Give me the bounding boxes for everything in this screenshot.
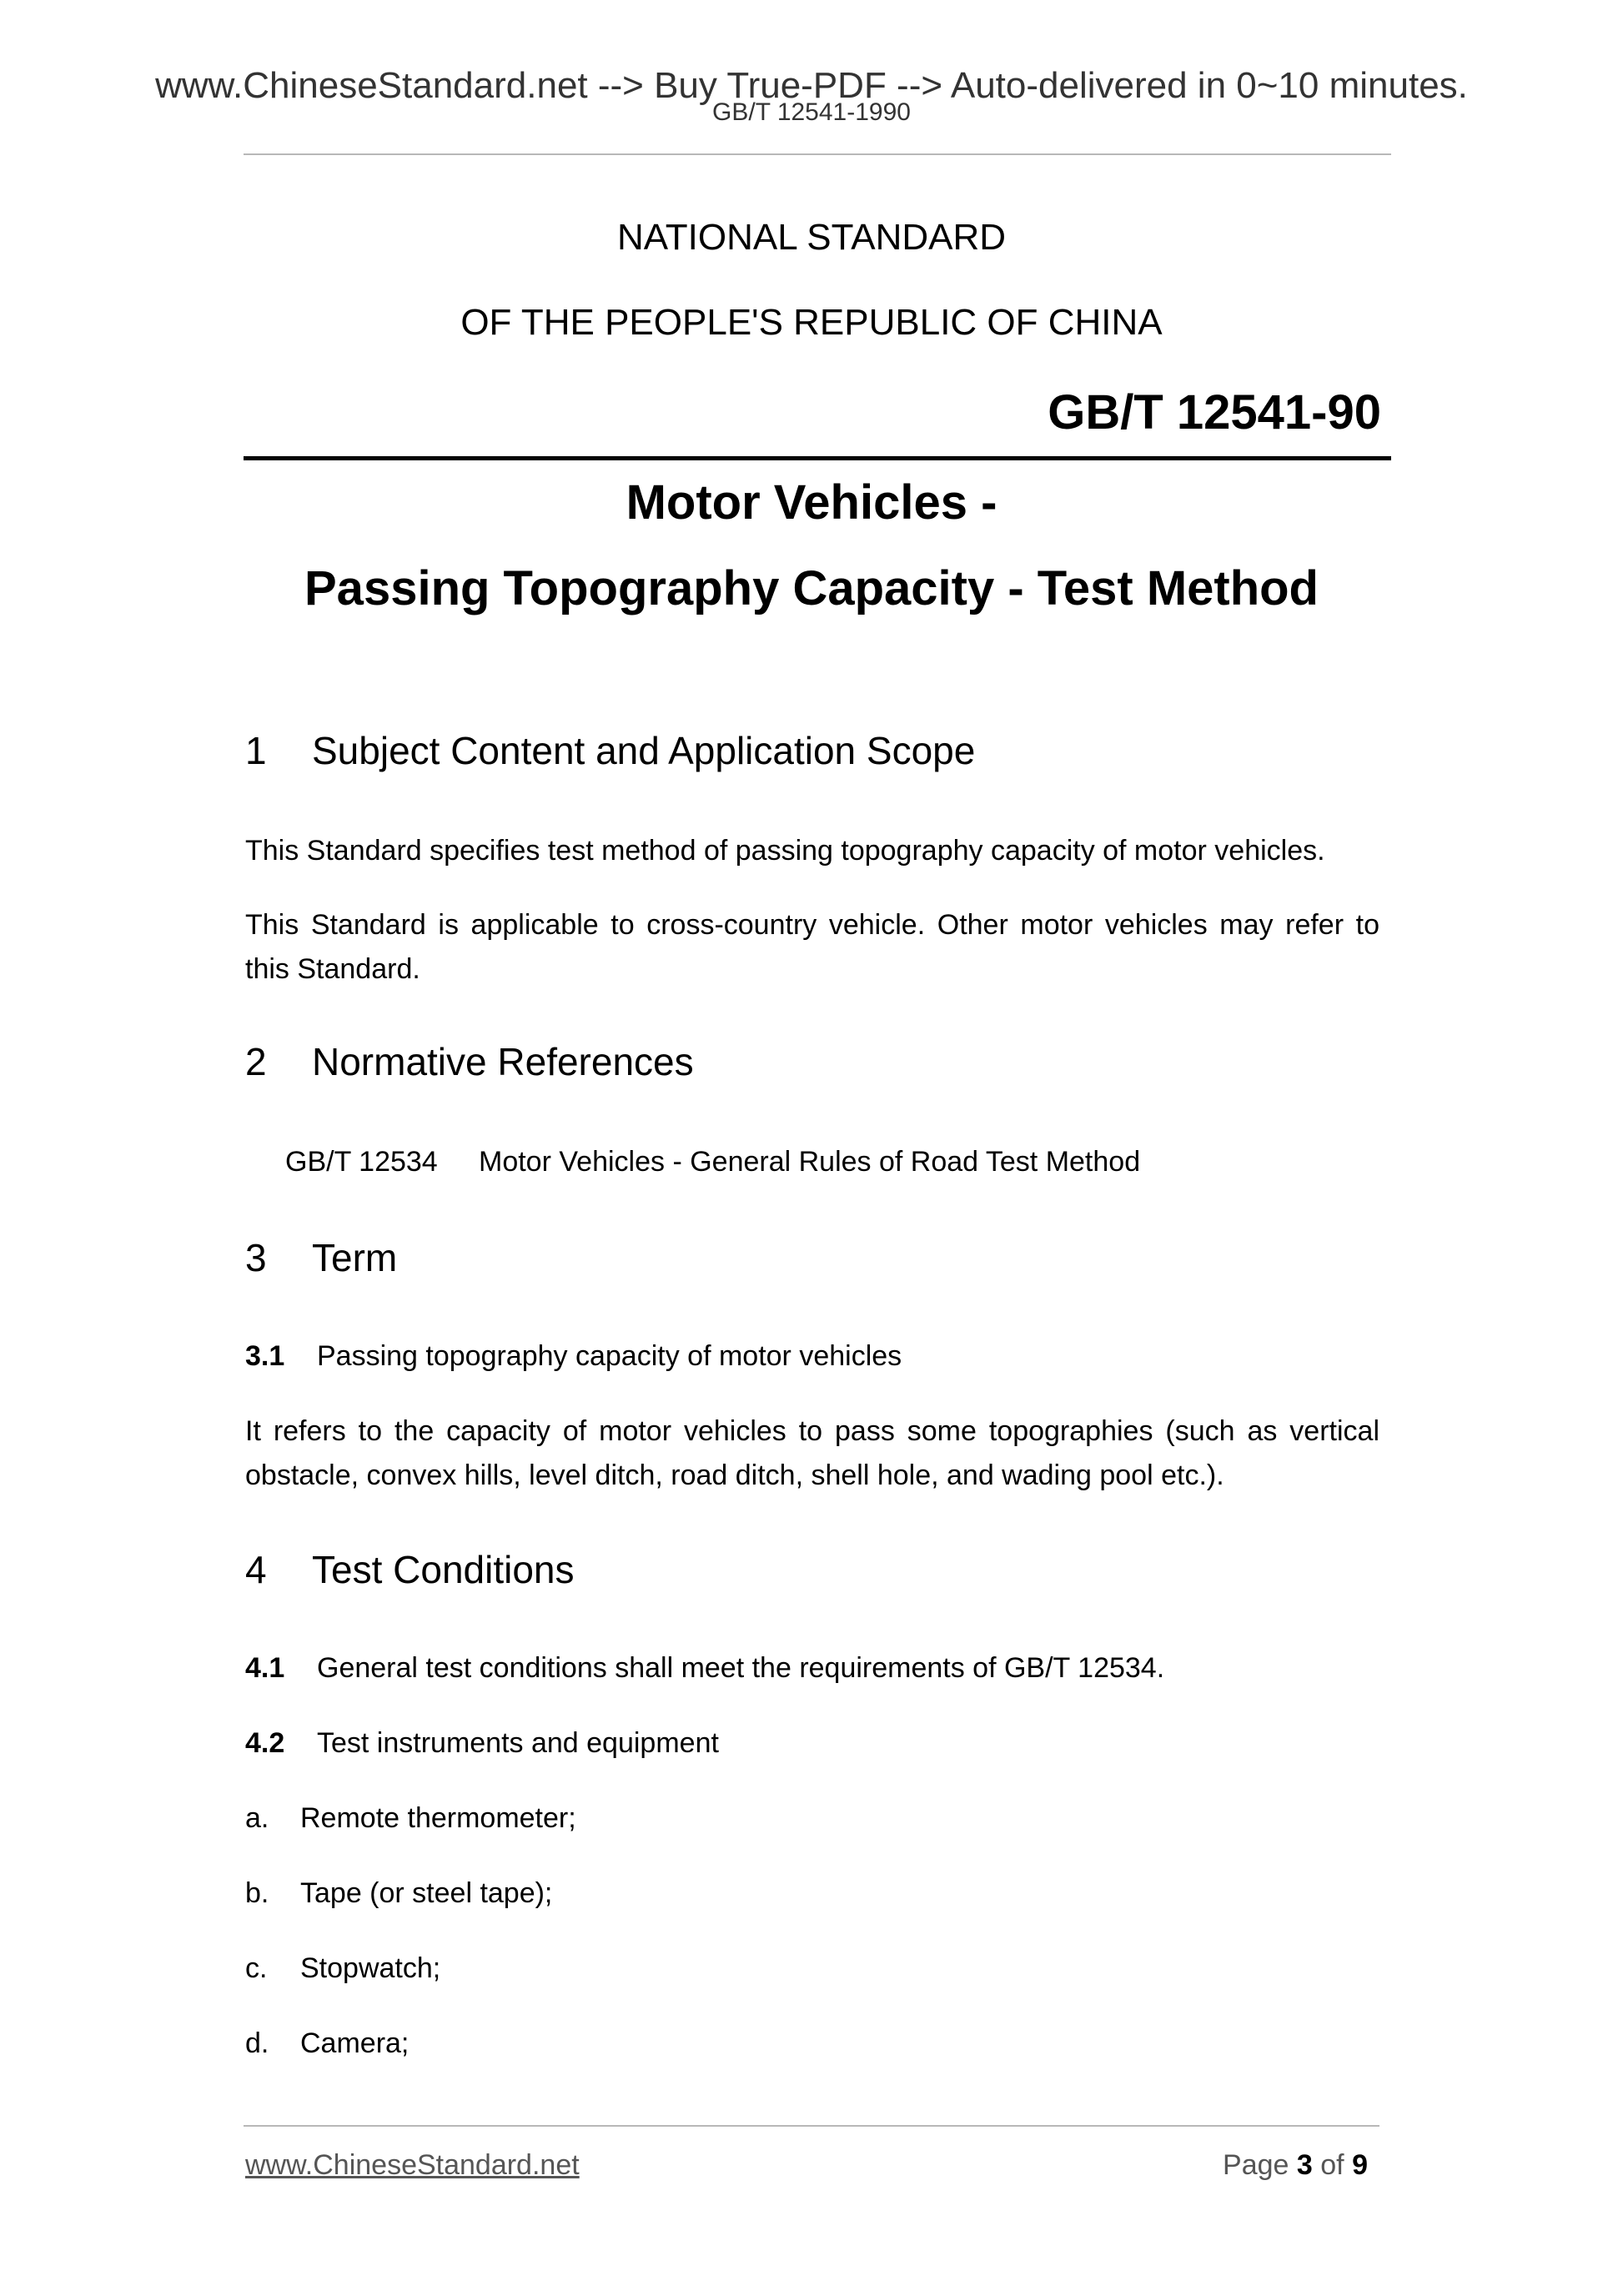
promo-banner[interactable]: www.ChineseStandard.net --> Buy True-PDF --> Auto-delivered in 0~10 minutes. bbox=[155, 65, 1468, 106]
running-head: GB/T 12541-1990 bbox=[712, 98, 911, 126]
standard-code: GB/T 12541-90 bbox=[1048, 385, 1381, 440]
clause-4-1 bbox=[245, 1651, 1164, 1685]
title-divider bbox=[244, 456, 1391, 460]
section-number: 4 bbox=[245, 1548, 267, 1591]
page-total: 9 bbox=[1352, 2149, 1368, 2181]
title-line-2: Passing Topography Capacity - Test Method bbox=[304, 561, 1319, 615]
subsection-number: 4.2 bbox=[245, 1727, 285, 1759]
page-of: of bbox=[1320, 2149, 1344, 2181]
section-number: 2 bbox=[245, 1040, 267, 1083]
list-item-letter: d. bbox=[245, 2027, 269, 2059]
normative-reference bbox=[285, 1145, 1140, 1178]
page-current: 3 bbox=[1296, 2149, 1313, 2181]
list-item-text: Camera; bbox=[300, 2027, 410, 2059]
section-1-heading bbox=[245, 728, 975, 773]
title-line-1: Motor Vehicles - bbox=[626, 475, 997, 530]
section-title: Normative References bbox=[312, 1040, 694, 1083]
list-item-letter: c. bbox=[245, 1952, 268, 1984]
list-item bbox=[245, 1801, 576, 1835]
list-item-text: Stopwatch; bbox=[300, 1952, 441, 1984]
reference-code: GB/T 12534 bbox=[285, 1146, 438, 1178]
section-number: 1 bbox=[245, 729, 267, 772]
list-item-letter: b. bbox=[245, 1877, 269, 1909]
page-indicator bbox=[1223, 2148, 1368, 2182]
section-title: Term bbox=[312, 1236, 398, 1279]
section-4-heading bbox=[245, 1547, 575, 1592]
section-2-heading bbox=[245, 1039, 694, 1084]
clause-4-2 bbox=[245, 1726, 719, 1760]
header-divider bbox=[244, 153, 1391, 155]
subsection-text: Test instruments and equipment bbox=[317, 1727, 719, 1759]
subsection-number: 3.1 bbox=[245, 1340, 285, 1372]
subsection-number: 4.1 bbox=[245, 1652, 285, 1684]
section-title: Subject Content and Application Scope bbox=[312, 729, 976, 772]
list-item-text: Remote thermometer; bbox=[300, 1802, 576, 1834]
term-definition: It refers to the capacity of motor vehicles to pass some topographies (such as vertical obstacle, convex hills, level ditch, road ditch, shell hole, and wading pool etc.). bbox=[245, 1415, 1379, 1491]
list-item-letter: a. bbox=[245, 1802, 269, 1834]
subsection-title: Passing topography capacity of motor vehicles bbox=[317, 1340, 902, 1372]
section-3-heading bbox=[245, 1235, 397, 1280]
subsection-text: General test conditions shall meet the requirements of GB/T 12534. bbox=[317, 1652, 1165, 1684]
section-number: 3 bbox=[245, 1236, 267, 1279]
republic-line: OF THE PEOPLE'S REPUBLIC OF CHINA bbox=[460, 302, 1163, 343]
list-item bbox=[245, 1876, 552, 1910]
footer-divider bbox=[244, 2125, 1379, 2127]
page-prefix: Page bbox=[1223, 2149, 1289, 2181]
section-1-paragraph-1: This Standard specifies test method of passing topography capacity of motor vehicles. bbox=[245, 835, 1325, 867]
reference-title: Motor Vehicles - General Rules of Road Test Method bbox=[479, 1146, 1141, 1178]
footer-site-link[interactable]: www.ChineseStandard.net bbox=[245, 2149, 580, 2181]
national-standard-line: NATIONAL STANDARD bbox=[616, 217, 1007, 258]
list-item bbox=[245, 2027, 409, 2060]
list-item-text: Tape (or steel tape); bbox=[300, 1877, 553, 1909]
list-item bbox=[245, 1952, 440, 1985]
term-3-1 bbox=[245, 1339, 902, 1373]
section-1-paragraph-2: This Standard is applicable to cross-country vehicle. Other motor vehicles may refer to this Standard. bbox=[245, 909, 1379, 985]
section-title: Test Conditions bbox=[312, 1548, 575, 1591]
